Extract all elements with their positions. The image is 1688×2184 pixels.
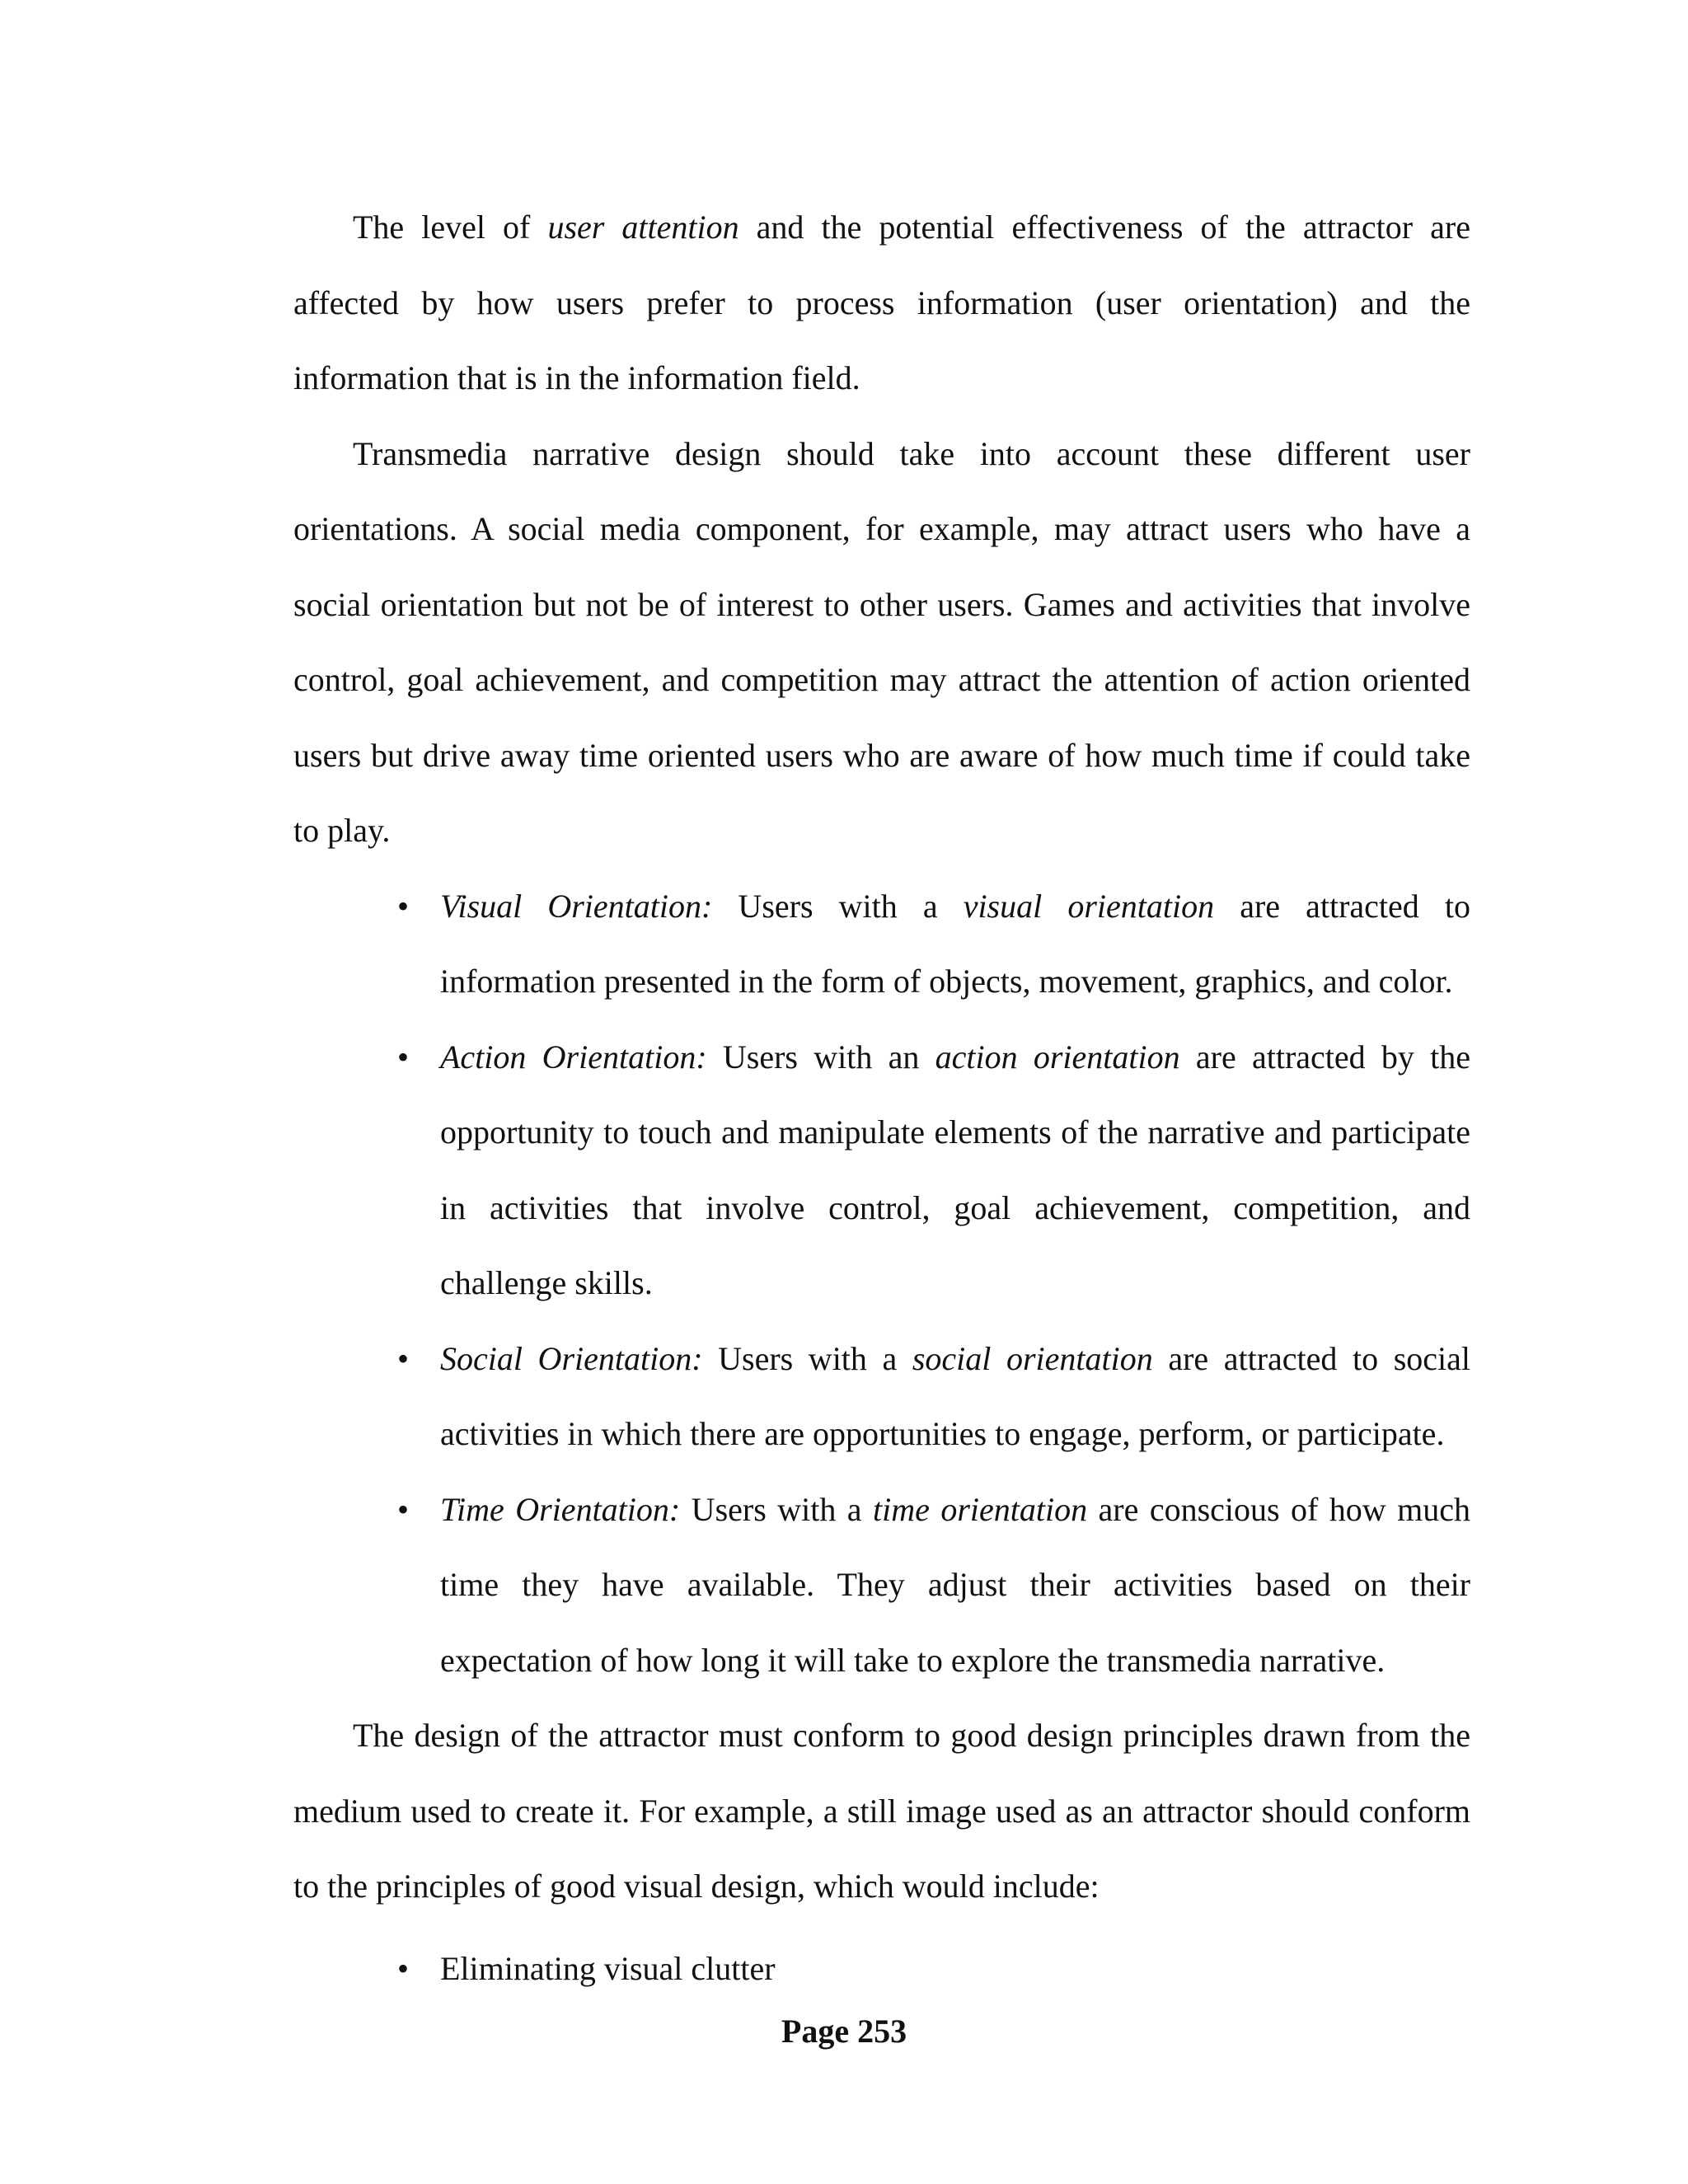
italic-term-user-attention: user attention [547,209,739,246]
orientation-text: are attracted to social activities in which there are opportunities to engage, perform, or participate. [440,1339,1470,1452]
orientation-text: are conscious of how much time they have available. They adjust their activities based on their expectation of how long it will take to explore the transmedia narrative. [440,1490,1471,1679]
paragraph-text: and the potential effectiveness of the attractor are affected by how users prefer to process information (user orientation) and the information that is in the information field. [293,209,1471,396]
bullet-icon: • [396,887,409,925]
orientation-text: are attracted by the opportunity to touch and manipulate elements of the narrative and participate in activities that involve control, goal achievement, competition, and challenge skills. [440,1038,1471,1301]
orientation-text: Users with a [680,1490,873,1528]
design-principles-list [293,1931,1470,2007]
paragraph-text: The level of [353,209,548,246]
orientation-text: Users with a [712,887,964,925]
bullet-icon: • [396,1490,409,1528]
bullet-icon: • [396,1339,409,1377]
page-number: Page 253 [781,2013,907,2050]
paragraph-user-attention [293,190,1470,416]
orientation-heading: Social Orientation: [440,1339,703,1377]
orientation-term: visual orientation [963,887,1215,925]
page-body [293,190,1470,2006]
orientation-text: are attracted to information presented in the form of objects, movement, graphics, and color. [440,887,1471,1000]
list-item-social-orientation [396,1321,1470,1472]
orientation-term: action orientation [935,1038,1180,1076]
list-item-time-orientation [396,1472,1471,1699]
paragraph-transmedia-design: Transmedia narrative design should take into account these different user orientations. A social media component, for example, may attract users who have a social orientation but not be of interest to other users. Games and activities that involve control, goal achievement, and competition may attract the attention of action oriented users but drive away time oriented users who are aware of how much time if could take to play. [293,434,1470,849]
paragraph-attractor-design: The design of the attractor must conform to good design principles drawn from the medium used to create it. For example, a still image used as an attractor should conform to the principles of good visual design, which would include: [293,1717,1470,1905]
orientation-heading: Visual Orientation: [440,887,713,925]
orientation-term: time orientation [873,1490,1088,1528]
orientation-heading: Time Orientation: [440,1490,681,1528]
orientation-heading: Action Orientation: [440,1038,707,1076]
orientation-list [293,869,1470,1699]
bullet-icon: • [396,1949,409,1987]
orientation-text: Users with a [702,1339,912,1377]
list-item-action-orientation [396,1019,1471,1321]
list-item-visual-orientation [396,869,1471,1019]
orientation-term: social orientation [912,1339,1153,1377]
orientation-text: Users with an [706,1038,935,1076]
principle-text: Eliminating visual clutter [440,1949,776,1987]
list-item-principle [396,1931,1470,2007]
bullet-icon: • [396,1038,409,1076]
